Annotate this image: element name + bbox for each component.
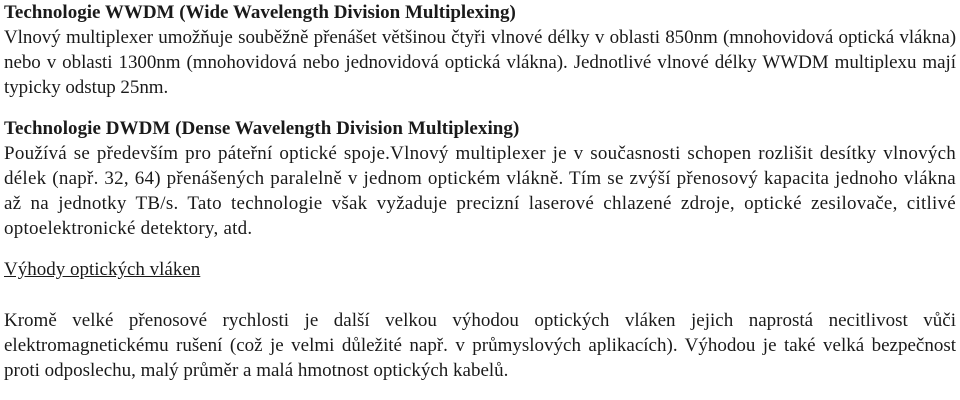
section-heading-wwdm: Technologie WWDM (Wide Wavelength Division Multiplexing) <box>4 2 516 23</box>
section-body-advantages: Kromě velké přenosové rychlosti je další velkou výhodou optických vláken jejich naprostá necitlivost vůči elektromagnetickému rušení (což je velmi důležité např. v průmyslových aplikacích). Výhodou je také velká bezpečnost proti odposlechu, malý průměr a malá hmotnost optických kabelů. <box>4 310 956 381</box>
section-body-wwdm: Vlnový multiplexer umožňuje souběžně přenášet většinou čtyři vlnové délky v oblasti 850nm (mnohovidová optická vlákna) nebo v oblasti 1300nm (mnohovidová nebo jednovidová optická vlákna). Jednotlivé vlnové délky WWDM multiplexu mají typicky odstup 25nm. <box>4 27 956 98</box>
section-body-dwdm: Používá se především pro páteřní optické spoje.Vlnový multiplexer je v současnosti schopen rozlišit desítky vlnových délek (např. 32, 64) přenášených paralelně v jednom optickém vlákně. Tím se zvýší přenosový kapacita jednoho vlákna až na jednotky TB/s. Tato technologie však vyžaduje precizní laserové chlazené zdroje, optické zesilovače, citlivé optoelektronické detektory, atd. <box>4 143 956 239</box>
spacer <box>4 282 956 308</box>
section-wwdm <box>4 0 956 100</box>
section-heading-dwdm: Technologie DWDM (Dense Wavelength Division Multiplexing) <box>4 118 520 139</box>
section-advantages <box>4 257 956 383</box>
spacer <box>4 241 956 257</box>
spacer <box>4 100 956 116</box>
section-dwdm <box>4 116 956 241</box>
section-heading-advantages: Výhody optických vláken <box>4 259 201 280</box>
